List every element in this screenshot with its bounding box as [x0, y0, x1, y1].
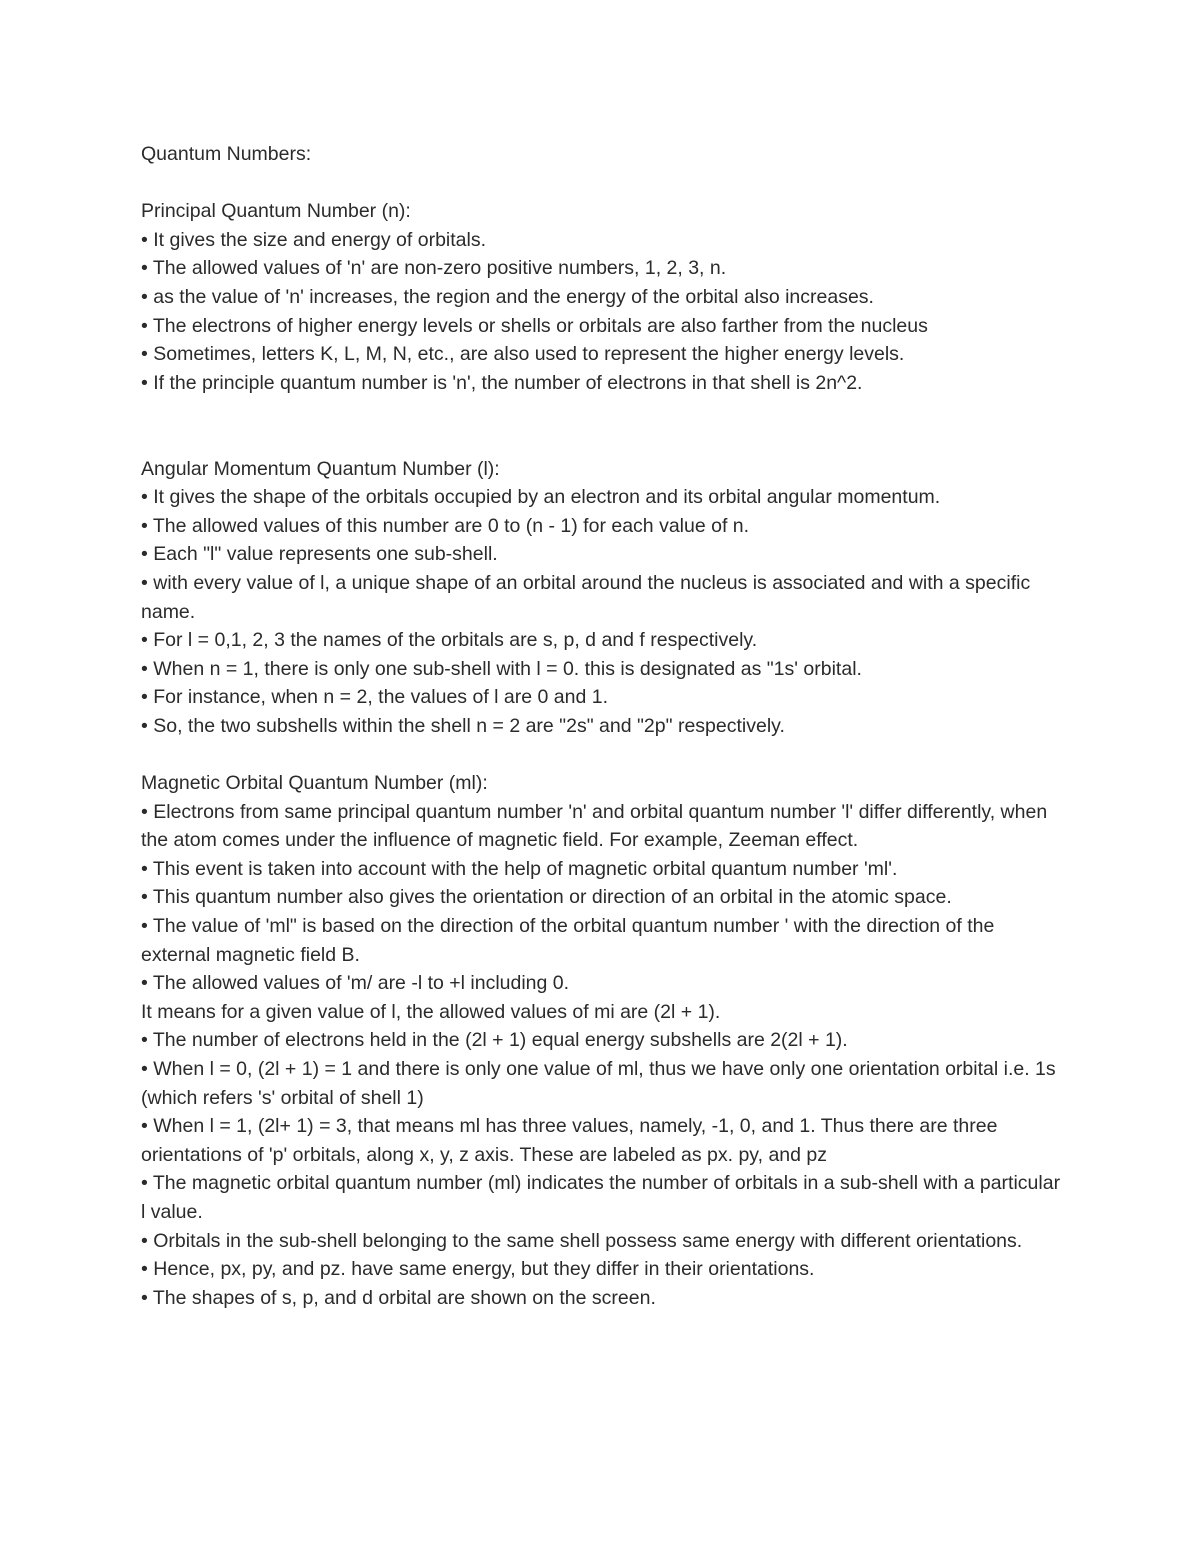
bullet-item: • The electrons of higher energy levels or shells or orbitals are also farther from the nucleus — [141, 314, 928, 337]
bullet-item: • Orbitals in the sub-shell belonging to the same shell possess same energy with different orientations. — [141, 1229, 1023, 1252]
bullet-item: • So, the two subshells within the shell n = 2 are "2s" and "2p" respectively. — [141, 714, 785, 737]
bullet-item: • For l = 0,1, 2, 3 the names of the orbitals are s, p, d and f respectively. — [141, 629, 758, 652]
bullet-item: • The allowed values of this number are 0 to (n - 1) for each value of n. — [141, 514, 750, 537]
bullet-item: • The allowed values of 'n' are non-zero positive numbers, 1, 2, 3, n. — [141, 257, 727, 280]
section-heading: Magnetic Orbital Quantum Number (ml): — [141, 772, 488, 795]
bullet-item: • For instance, when n = 2, the values of l are 0 and 1. — [141, 686, 608, 709]
bullet-item: • This event is taken into account with the help of magnetic orbital quantum number 'ml'. — [141, 857, 898, 880]
spacer — [141, 169, 1061, 198]
bullet-item: • Electrons from same principal quantum number 'n' and orbital quantum number 'l' differ differently, when the atom comes under the influence of magnetic field. For example, Zeeman effect. — [141, 800, 1048, 852]
document-page — [141, 140, 1061, 1312]
section-heading: Angular Momentum Quantum Number (l): — [141, 457, 500, 480]
bullet-item: • When l = 1, (2l+ 1) = 3, that means ml has three values, namely, -1, 0, and 1. Thus there are three orientations of 'p' orbitals, along x, y, z axis. These are labeled as px. py, and pz — [141, 1115, 998, 1166]
bullet-item: • When l = 0, (2l + 1) = 1 and there is only one value of ml, thus we have only one orientation orbital i.e. 1s (which refers 's' orbital of shell 1) — [141, 1058, 1056, 1109]
bullet-item: • Hence, px, py, and pz. have same energy, but they differ in their orientations. — [141, 1258, 815, 1281]
bullet-item: • The value of 'ml" is based on the direction of the orbital quantum number ' with the direction of the external magnetic field B. — [141, 915, 995, 966]
bullet-item: • Each "l" value represents one sub-shell. — [141, 543, 498, 566]
bullet-item: • as the value of 'n' increases, the region and the energy of the orbital also increases. — [141, 285, 874, 308]
bullet-item: • with every value of l, a unique shape of an orbital around the nucleus is associated and with a specific name. — [141, 571, 1031, 623]
document-title: Quantum Numbers: — [141, 143, 312, 165]
bullet-item: • Sometimes, letters K, L, M, N, etc., are also used to represent the higher energy levels. — [141, 343, 905, 366]
spacer — [141, 740, 1061, 769]
bullet-item: • It gives the shape of the orbitals occupied by an electron and its orbital angular momentum. — [141, 486, 941, 509]
bullet-item: • When n = 1, there is only one sub-shell with l = 0. this is designated as "1s' orbital. — [141, 657, 862, 680]
plain-paragraph: It means for a given value of l, the allowed values of mi are (2l + 1). — [141, 1000, 721, 1023]
magnetic-section — [141, 769, 1061, 1312]
bullet-item: • If the principle quantum number is 'n', the number of electrons in that shell is 2n^2. — [141, 371, 863, 394]
principal-section — [141, 197, 1061, 397]
bullet-item: • The allowed values of 'm/ are -l to +l including 0. — [141, 972, 570, 995]
angular-section — [141, 455, 1061, 741]
spacer — [141, 397, 1061, 454]
bullet-item: • It gives the size and energy of orbitals. — [141, 228, 487, 251]
bullet-item: • The number of electrons held in the (2l + 1) equal energy subshells are 2(2l + 1). — [141, 1029, 848, 1052]
bullet-item: • The magnetic orbital quantum number (ml) indicates the number of orbitals in a sub-shell with a particular l value. — [141, 1172, 1061, 1223]
section-heading: Principal Quantum Number (n): — [141, 200, 411, 223]
bullet-item: • The shapes of s, p, and d orbital are shown on the screen. — [141, 1286, 656, 1309]
bullet-item: • This quantum number also gives the orientation or direction of an orbital in the atomic space. — [141, 886, 952, 909]
